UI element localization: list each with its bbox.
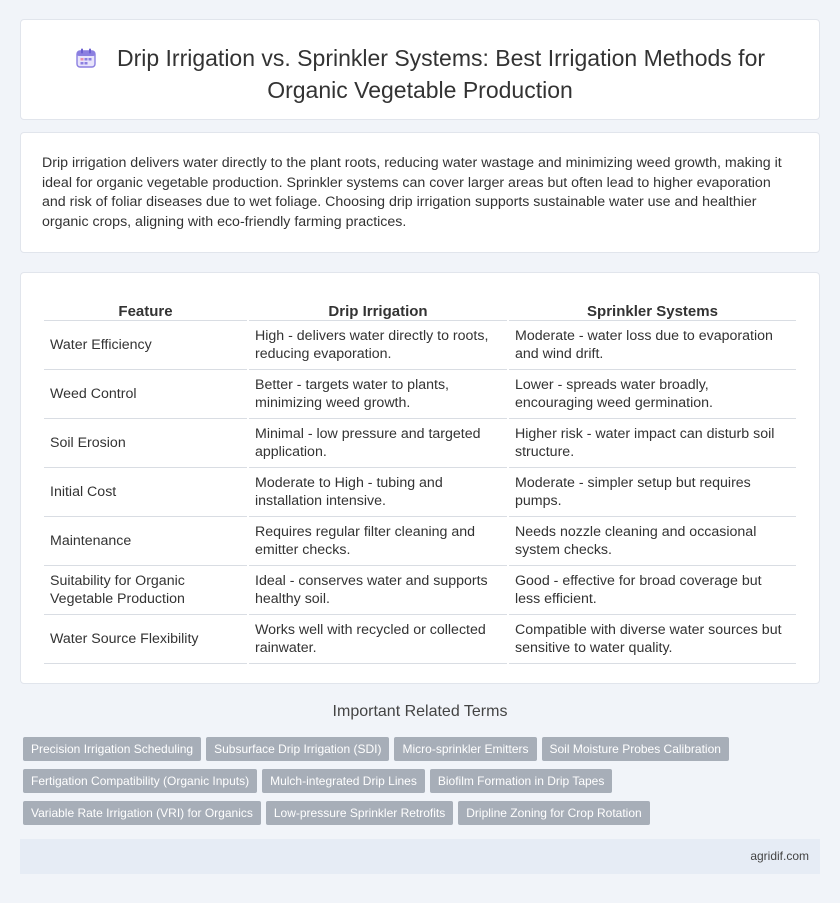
sprinkler-cell: Lower - spreads water broadly, encouraging weed germination. bbox=[509, 370, 796, 419]
title-wrap bbox=[21, 42, 819, 106]
related-terms-title: Important Related Terms bbox=[332, 703, 508, 720]
table-header-row bbox=[44, 297, 796, 321]
tag-variable-rate-irrigation[interactable]: Variable Rate Irrigation (VRI) for Organics bbox=[23, 801, 261, 825]
sprinkler-cell: Moderate - simpler setup but requires pumps. bbox=[509, 468, 796, 517]
table-row bbox=[44, 566, 796, 615]
tag-mulch-integrated-drip-lines[interactable]: Mulch-integrated Drip Lines bbox=[262, 769, 425, 793]
tag-micro-sprinkler-emitters[interactable]: Micro-sprinkler Emitters bbox=[394, 737, 536, 761]
drip-cell: Minimal - low pressure and targeted application. bbox=[249, 419, 507, 468]
drip-cell: Works well with recycled or collected rainwater. bbox=[249, 615, 507, 664]
header-sprinkler: Sprinkler Systems bbox=[509, 297, 796, 321]
feature-cell: Water Source Flexibility bbox=[44, 615, 247, 664]
related-terms-tags bbox=[23, 737, 823, 833]
page-title-line1: Drip Irrigation vs. Sprinkler Systems: Best Irrigation Methods for bbox=[116, 45, 766, 71]
table-row bbox=[44, 615, 796, 664]
tag-precision-irrigation-scheduling[interactable]: Precision Irrigation Scheduling bbox=[23, 737, 201, 761]
table-row bbox=[44, 468, 796, 517]
table-row bbox=[44, 517, 796, 566]
sprinkler-cell: Needs nozzle cleaning and occasional system checks. bbox=[509, 517, 796, 566]
comparison-table bbox=[42, 297, 798, 664]
tag-low-pressure-sprinkler-retrofits[interactable]: Low-pressure Sprinkler Retrofits bbox=[266, 801, 453, 825]
page-title-line2: Organic Vegetable Production bbox=[267, 77, 573, 103]
tag-fertigation-compatibility[interactable]: Fertigation Compatibility (Organic Inputs) bbox=[23, 769, 257, 793]
tag-soil-moisture-probes-calibration[interactable]: Soil Moisture Probes Calibration bbox=[542, 737, 729, 761]
sprinkler-cell: Good - effective for broad coverage but less efficient. bbox=[509, 566, 796, 615]
feature-cell: Weed Control bbox=[44, 370, 247, 419]
footer-site-link[interactable]: agridif.com bbox=[750, 849, 809, 863]
drip-cell: High - delivers water directly to roots, reducing evaporation. bbox=[249, 321, 507, 370]
drip-cell: Moderate to High - tubing and installation intensive. bbox=[249, 468, 507, 517]
tag-row bbox=[23, 737, 823, 769]
drip-cell: Requires regular filter cleaning and emitter checks. bbox=[249, 517, 507, 566]
feature-cell: Water Efficiency bbox=[44, 321, 247, 370]
sprinkler-cell: Moderate - water loss due to evaporation and wind drift. bbox=[509, 321, 796, 370]
intro-card bbox=[20, 132, 820, 253]
table-row bbox=[44, 419, 796, 468]
tag-dripline-zoning[interactable]: Dripline Zoning for Crop Rotation bbox=[458, 801, 649, 825]
sprinkler-cell: Compatible with diverse water sources but sensitive to water quality. bbox=[509, 615, 796, 664]
feature-cell: Initial Cost bbox=[44, 468, 247, 517]
comparison-card bbox=[20, 272, 820, 684]
calendar-icon bbox=[75, 47, 97, 69]
header-card bbox=[20, 19, 820, 120]
feature-cell: Maintenance bbox=[44, 517, 247, 566]
header-feature: Feature bbox=[44, 297, 247, 321]
feature-cell: Suitability for Organic Vegetable Production bbox=[44, 566, 247, 615]
table-row bbox=[44, 321, 796, 370]
feature-cell: Soil Erosion bbox=[44, 419, 247, 468]
tag-row bbox=[23, 801, 823, 833]
drip-cell: Better - targets water to plants, minimizing weed growth. bbox=[249, 370, 507, 419]
table-row bbox=[44, 370, 796, 419]
page-title bbox=[21, 42, 819, 106]
tag-row bbox=[23, 769, 823, 801]
tag-subsurface-drip-irrigation[interactable]: Subsurface Drip Irrigation (SDI) bbox=[206, 737, 389, 761]
drip-cell: Ideal - conserves water and supports healthy soil. bbox=[249, 566, 507, 615]
header-drip: Drip Irrigation bbox=[249, 297, 507, 321]
footer bbox=[20, 839, 820, 874]
tag-biofilm-formation[interactable]: Biofilm Formation in Drip Tapes bbox=[430, 769, 613, 793]
intro-text: Drip irrigation delivers water directly to the plant roots, reducing water wastage and minimizing weed growth, making it ideal for organic vegetable production. Sprinkler systems can cover larger areas but often lead to higher evaporation and risk of foliar diseases due to wet foliage. Choosing drip irrigation supports sustainable water use and healthier organic crops, aligning with eco-friendly farming practices. bbox=[42, 155, 782, 230]
sprinkler-cell: Higher risk - water impact can disturb soil structure. bbox=[509, 419, 796, 468]
